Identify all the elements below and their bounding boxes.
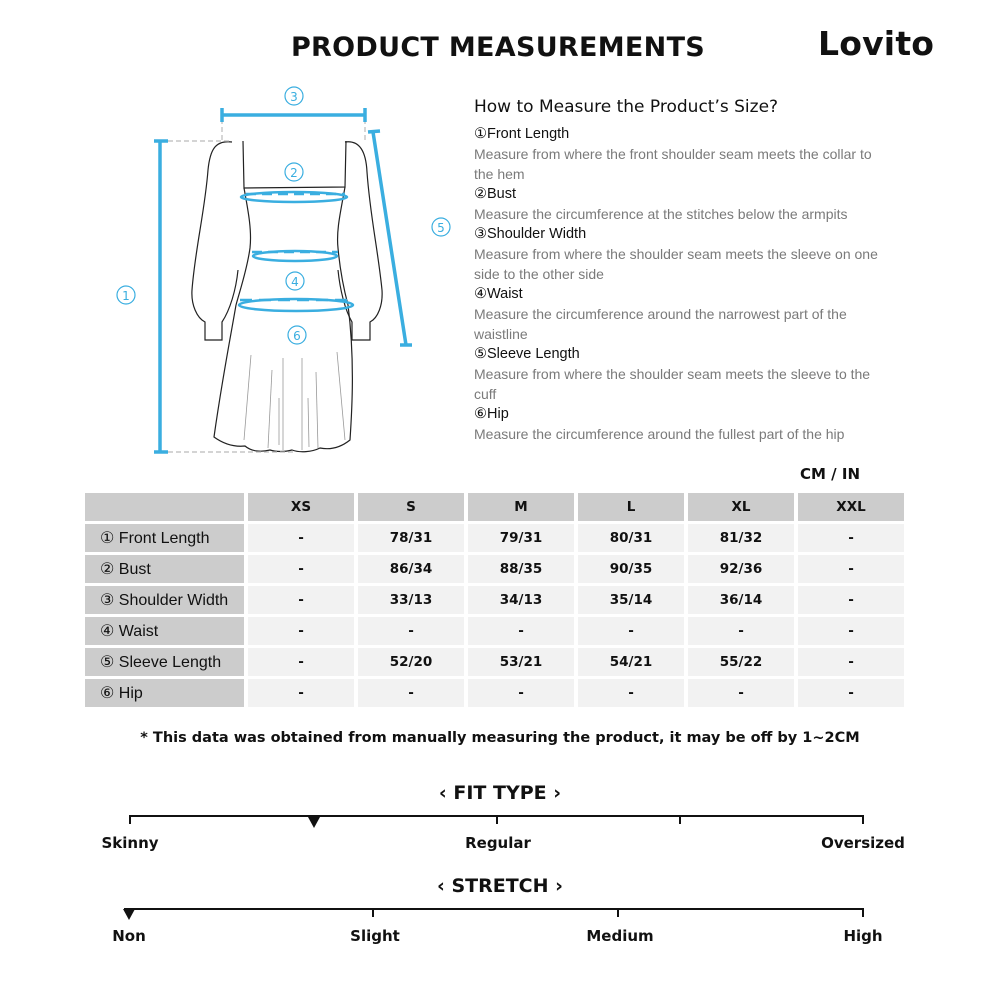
column-header-s: S — [358, 493, 464, 521]
table-cell: 52/20 — [358, 648, 464, 676]
svg-text:4: 4 — [291, 275, 299, 289]
column-header-xl: XL — [688, 493, 794, 521]
fit-tick — [679, 815, 681, 824]
table-row — [85, 524, 904, 552]
table-cell: - — [578, 617, 684, 645]
column-header-blank — [85, 493, 244, 521]
table-cell: - — [248, 648, 354, 676]
table-cell: - — [798, 648, 904, 676]
fit-marker-icon — [308, 817, 320, 828]
table-cell: 35/14 — [578, 586, 684, 614]
table-cell: - — [248, 524, 354, 552]
instruction-front-length — [474, 124, 914, 184]
table-cell: - — [798, 555, 904, 583]
table-cell: 55/22 — [688, 648, 794, 676]
fit-tick — [129, 815, 131, 824]
row-label: ① Front Length — [85, 524, 244, 552]
table-cell: 86/34 — [358, 555, 464, 583]
table-cell: 33/13 — [358, 586, 464, 614]
instruction-name: ①Front Length — [474, 126, 570, 142]
table-cell: - — [798, 617, 904, 645]
instruction-bust — [474, 184, 914, 224]
table-row — [85, 586, 904, 614]
stretch-tick — [617, 908, 619, 917]
fit-label-skinny: Skinny — [101, 834, 159, 852]
fit-tick — [862, 815, 864, 824]
instruction-name: ③Shoulder Width — [474, 226, 587, 242]
table-row — [85, 679, 904, 707]
table-cell: - — [248, 679, 354, 707]
table-header-row — [85, 493, 904, 521]
table-cell: 81/32 — [688, 524, 794, 552]
stretch-tick — [372, 908, 374, 917]
table-row — [85, 617, 904, 645]
svg-text:6: 6 — [293, 329, 301, 343]
instruction-name: ④Waist — [474, 286, 523, 302]
column-header-xs: XS — [248, 493, 354, 521]
instruction-desc: side to the other side — [474, 266, 604, 282]
instruction-name: ⑤Sleeve Length — [474, 346, 580, 362]
table-cell: - — [578, 679, 684, 707]
table-cell: - — [358, 679, 464, 707]
table-cell: - — [798, 586, 904, 614]
table-cell: 78/31 — [358, 524, 464, 552]
column-header-l: L — [578, 493, 684, 521]
fit-label-oversized: Oversized — [821, 834, 905, 852]
unit-label: CM / IN — [800, 465, 860, 483]
size-chart-table — [81, 490, 908, 710]
measurement-note: * This data was obtained from manually measuring the product, it may be off by 1~2CM — [140, 730, 860, 746]
table-cell: - — [248, 617, 354, 645]
stretch-scale-line — [124, 908, 864, 910]
stretch-label-high: High — [843, 927, 883, 945]
table-row — [85, 648, 904, 676]
column-header-xxl: XXL — [798, 493, 904, 521]
fit-tick — [496, 815, 498, 824]
svg-text:2: 2 — [290, 166, 298, 180]
row-label: ② Bust — [85, 555, 244, 583]
column-header-m: M — [468, 493, 574, 521]
table-cell: 88/35 — [468, 555, 574, 583]
stretch-label-non: Non — [112, 927, 146, 945]
table-row — [85, 555, 904, 583]
instruction-desc: waistline — [474, 326, 528, 342]
svg-text:3: 3 — [290, 90, 298, 104]
page-title-text: PRODUCT MEASUREMENTS — [290, 32, 706, 63]
instructions-title: How to Measure the Product’s Size? — [474, 97, 779, 117]
instruction-sleeve-length — [474, 344, 914, 404]
table-cell: - — [688, 617, 794, 645]
table-cell: - — [248, 555, 354, 583]
table-cell: 53/21 — [468, 648, 574, 676]
table-cell: - — [248, 586, 354, 614]
table-cell: - — [468, 679, 574, 707]
table-cell: 36/14 — [688, 586, 794, 614]
fit-label-regular: Regular — [465, 834, 531, 852]
table-cell: 92/36 — [688, 555, 794, 583]
table-cell: 80/31 — [578, 524, 684, 552]
stretch-label-medium: Medium — [586, 927, 654, 945]
svg-text:5: 5 — [437, 221, 445, 235]
table-cell: - — [798, 679, 904, 707]
instruction-desc: Measure the circumference around the narrowest part of the — [474, 306, 847, 322]
stretch-marker-icon — [123, 909, 135, 920]
table-cell: - — [468, 617, 574, 645]
table-cell: 90/35 — [578, 555, 684, 583]
svg-text:1: 1 — [122, 289, 130, 303]
instruction-shoulder-width — [474, 224, 914, 284]
row-label: ⑥ Hip — [85, 679, 244, 707]
instruction-desc: Measure from where the shoulder seam meets the sleeve to the — [474, 366, 871, 382]
fit-type-title: ‹ FIT TYPE › — [438, 782, 562, 804]
dress-illustration — [90, 80, 470, 470]
stretch-title: ‹ STRETCH › — [437, 875, 563, 897]
instruction-name: ⑥Hip — [474, 406, 509, 422]
instruction-hip — [474, 404, 914, 444]
row-label: ③ Shoulder Width — [85, 586, 244, 614]
instruction-desc: the hem — [474, 166, 525, 182]
stretch-label-slight: Slight — [350, 927, 400, 945]
brand-logo: Lovito — [818, 24, 935, 63]
instruction-name: ②Bust — [474, 186, 517, 202]
instruction-desc: Measure from where the shoulder seam meets the sleeve on one — [474, 246, 878, 262]
instruction-desc: Measure the circumference around the fullest part of the hip — [474, 426, 845, 442]
measure-instructions — [474, 97, 914, 444]
table-cell: 54/21 — [578, 648, 684, 676]
table-cell: - — [358, 617, 464, 645]
instruction-desc: Measure from where the front shoulder seam meets the collar to — [474, 146, 872, 162]
table-cell: 79/31 — [468, 524, 574, 552]
table-cell: 34/13 — [468, 586, 574, 614]
dress-diagram-icon — [90, 80, 470, 470]
instruction-desc: Measure the circumference at the stitches below the armpits — [474, 206, 848, 222]
instruction-waist — [474, 284, 914, 344]
table-cell: - — [688, 679, 794, 707]
row-label: ⑤ Sleeve Length — [85, 648, 244, 676]
row-label: ④ Waist — [85, 617, 244, 645]
table-cell: - — [798, 524, 904, 552]
stretch-tick — [862, 908, 864, 917]
instruction-desc: cuff — [474, 386, 497, 402]
